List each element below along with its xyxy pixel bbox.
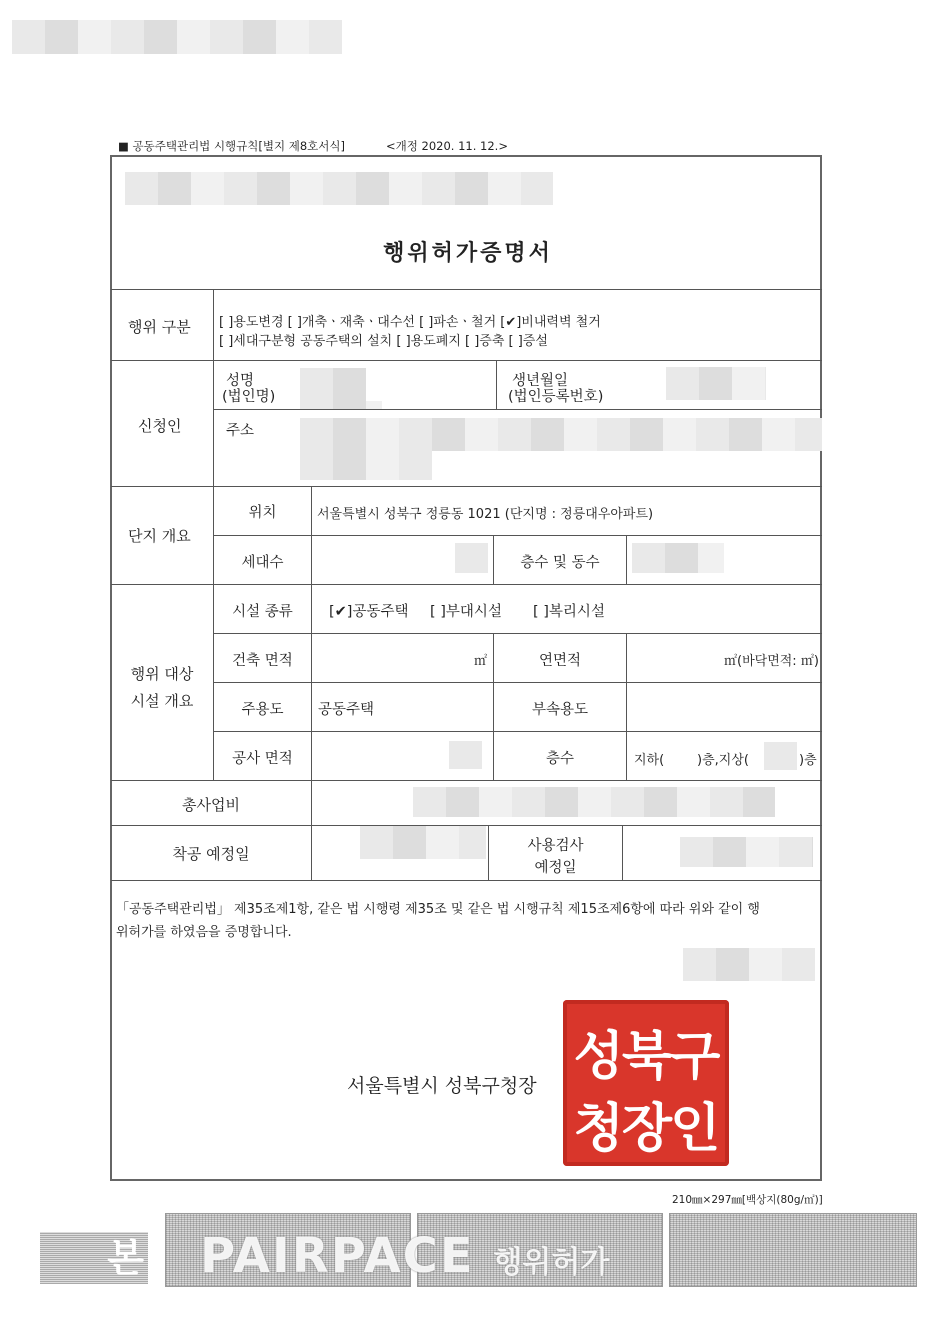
redacted-work-area	[449, 741, 482, 769]
act-type-line-1: [ ]용도변경 [ ]개축ㆍ재축ㆍ대수선 [ ]파손ㆍ철거 [✔]비내력벽 철거	[219, 315, 601, 330]
form-label: ■ 공동주택관리법 시행규칙[별지 제8호서식]	[118, 139, 345, 153]
location-label: 위치	[248, 505, 277, 521]
act-type-label: 행위 구분	[128, 318, 191, 336]
rule	[214, 633, 822, 634]
inspection-label-2: 예정일	[534, 860, 577, 876]
rule	[111, 360, 822, 361]
rule	[311, 780, 312, 880]
rule	[496, 360, 497, 410]
redacted-name	[300, 368, 366, 403]
rule	[311, 486, 312, 584]
form-header	[118, 138, 508, 154]
statement-line-2: 위허가를 하였음을 증명합니다.	[116, 925, 292, 940]
rule	[214, 535, 822, 536]
sub-use-label: 부속용도	[531, 702, 589, 718]
complex-label: 단지 개요	[128, 527, 191, 545]
applicant-label: 신청인	[138, 417, 182, 435]
work-area-label: 공사 면적	[232, 751, 293, 767]
floors-suffix: )층	[799, 753, 817, 768]
rule	[622, 825, 623, 880]
paper-size: 210㎜×297㎜[백상지(80g/㎡)]	[672, 1194, 823, 1206]
facility-kind-label: 시설 종류	[232, 604, 293, 620]
floors-buildings-label: 층수 및 동수	[520, 555, 600, 571]
issuer-name: 서울특별시 성북구청장	[347, 1075, 537, 1097]
rule	[111, 584, 822, 585]
redacted-top	[12, 20, 342, 54]
redacted-address-2	[300, 451, 432, 480]
address-label: 주소	[226, 423, 255, 439]
watermark-noise-3	[669, 1213, 917, 1287]
facility-kind-welfare: [ ]복리시설	[533, 604, 605, 620]
redacted-floors-buildings	[632, 543, 724, 573]
rule	[311, 584, 312, 780]
inspection-label-1: 사용검사	[527, 838, 584, 854]
redacted-start-date	[360, 826, 486, 859]
location-value: 서울특별시 성북구 정릉동 1021 (단지명 : 정릉대우아파트)	[317, 507, 654, 522]
main-use-label: 주용도	[241, 702, 284, 718]
redacted-issue-date	[683, 948, 815, 981]
total-area-label: 연면적	[538, 653, 582, 669]
act-type-line-2: [ ]세대구분형 공동주택의 설치 [ ]용도폐지 [ ]증축 [ ]증설	[219, 334, 548, 349]
main-use-value: 공동주택	[318, 702, 375, 718]
rule	[214, 409, 822, 410]
stamp-line-2: 청장인	[573, 1099, 719, 1159]
corp-name-label: (법인명)	[222, 389, 276, 405]
name-label: 성명	[226, 373, 255, 389]
building-area-unit: ㎡	[474, 654, 488, 669]
corp-reg-label: (법인등록번호)	[508, 389, 604, 405]
watermark-brand: PAIRPACE	[200, 1228, 475, 1284]
total-cost-label: 총사업비	[182, 796, 240, 814]
rule	[111, 880, 822, 881]
watermark-tail: 행위허가	[493, 1245, 610, 1280]
rule	[111, 486, 822, 487]
facility-label-1: 행위 대상	[130, 665, 194, 683]
redacted-birth	[666, 367, 766, 400]
total-area-unit: ㎡(바닥면적: ㎡)	[724, 654, 819, 669]
facility-kind-auxiliary: [ ]부대시설	[430, 604, 502, 620]
rule	[111, 780, 822, 781]
building-area-label: 건축 면적	[232, 653, 293, 669]
copy-mark: 본	[40, 1232, 148, 1284]
redacted-floors	[764, 742, 797, 770]
start-date-label: 착공 예정일	[172, 845, 250, 863]
watermark	[200, 1228, 609, 1284]
redacted-doc-number	[125, 172, 553, 205]
rule	[214, 682, 822, 683]
facility-kind-apartment: [✔]공동주택	[329, 604, 409, 620]
rule	[111, 289, 822, 290]
redacted-total-cost	[413, 787, 775, 817]
page-title: 행위허가증명서	[383, 241, 553, 266]
redacted-name-tail	[300, 401, 382, 409]
households-label: 세대수	[241, 555, 284, 571]
redacted-inspection-date	[680, 837, 813, 867]
revision-date: <개정 2020. 11. 12.>	[386, 139, 508, 153]
floors-above: )층,지상(	[697, 753, 749, 768]
redacted-address	[300, 418, 822, 451]
statement-line-1: 「공동주택관리법」 제35조제1항, 같은 법 시행령 제35조 및 같은 법 시행규칙 제15조제6항에 따라 위와 같이 행	[116, 902, 760, 917]
stamp-line-1: 성북구	[573, 1027, 719, 1087]
rule	[626, 633, 627, 780]
floors-label: 층수	[545, 751, 574, 767]
official-seal-stamp	[563, 1000, 729, 1166]
redacted-households	[455, 543, 488, 573]
rule	[214, 731, 822, 732]
birth-label: 생년월일	[512, 373, 569, 389]
facility-label-2: 시설 개요	[130, 692, 194, 710]
floors-basement: 지하(	[634, 753, 665, 768]
rule	[213, 289, 214, 585]
rule	[626, 535, 627, 584]
